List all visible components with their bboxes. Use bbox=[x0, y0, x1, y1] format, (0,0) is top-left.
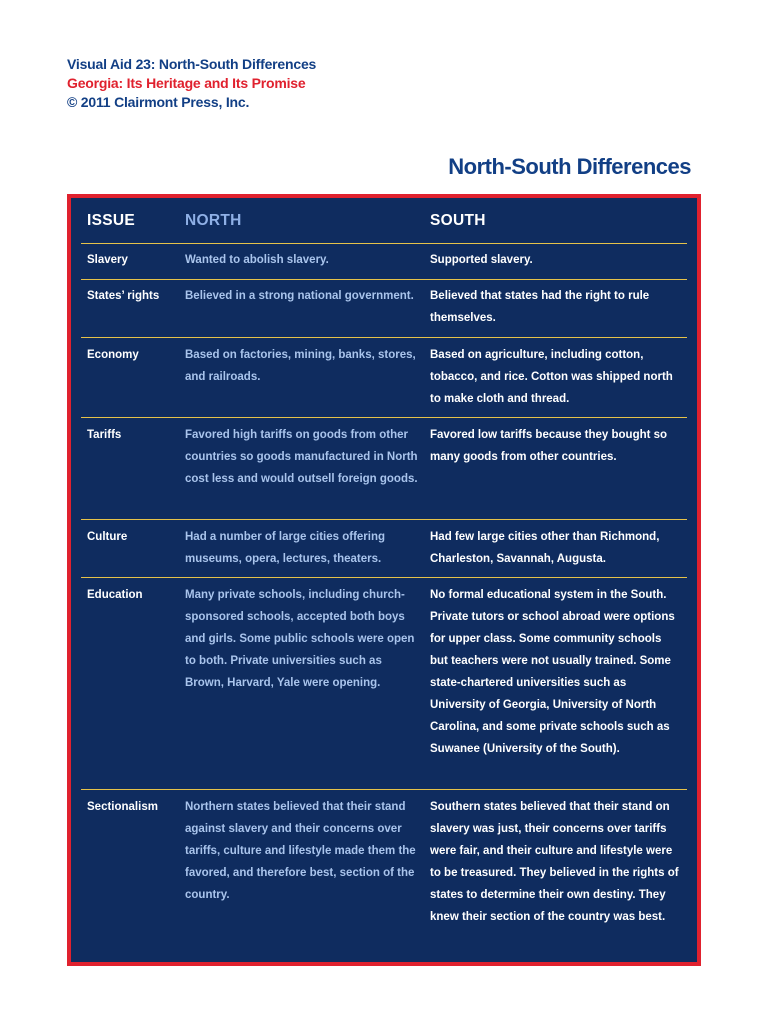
north-cell: Many private schools, including church-sponsored schools, accepted both boys and girls. Some public schools were open to both. Private universities such as Brown, Harvard, Yale were opening. bbox=[185, 589, 415, 689]
north-cell: Wanted to abolish slavery. bbox=[185, 254, 329, 266]
differences-table bbox=[67, 194, 701, 966]
north-cell: Believed in a strong national government. bbox=[185, 290, 414, 302]
column-header-north: NORTH bbox=[185, 212, 242, 229]
issue-cell: Culture bbox=[87, 531, 128, 543]
table-row-sectionalism bbox=[81, 796, 687, 956]
visual-aid-label: Visual Aid 23: North-South Differences bbox=[67, 56, 317, 72]
south-cell: Supported slavery. bbox=[430, 254, 533, 266]
south-cell: Based on agriculture, including cotton, tobacco, and rice. Cotton was shipped north to make cloth and thread. bbox=[430, 349, 673, 405]
issue-cell: Economy bbox=[87, 349, 139, 361]
document-header bbox=[67, 55, 316, 112]
issue-cell: Slavery bbox=[87, 254, 128, 266]
page-title: North-South Differences bbox=[448, 154, 691, 179]
column-header-south: SOUTH bbox=[430, 212, 486, 229]
table-row-culture bbox=[81, 526, 687, 578]
copyright-notice: © 2011 Clairmont Press, Inc. bbox=[67, 94, 250, 110]
south-cell: Believed that states had the right to rule themselves. bbox=[430, 290, 650, 324]
north-cell: Had a number of large cities offering museums, opera, lectures, theaters. bbox=[185, 531, 386, 565]
south-cell: No formal educational system in the South. Private tutors or school abroad were options for upper class. Some community schools but teachers were not usually trained. Some state-chartered universities such as University of Georgia, University of North Carolina, and some private schools such as Suwanee (University of the South). bbox=[430, 589, 675, 755]
column-header-issue: ISSUE bbox=[87, 212, 136, 229]
issue-cell: Education bbox=[87, 589, 143, 601]
north-cell: Favored high tariffs on goods from other countries so goods manufactured in North cost less and would outsell foreign goods. bbox=[185, 429, 418, 485]
south-cell: Favored low tariffs because they bought so many goods from other countries. bbox=[430, 429, 668, 463]
issue-cell: States’ rights bbox=[87, 290, 160, 302]
issue-cell: Sectionalism bbox=[87, 801, 158, 813]
table-row-education bbox=[81, 584, 687, 790]
book-title: Georgia: Its Heritage and Its Promise bbox=[67, 75, 306, 91]
issue-cell: Tariffs bbox=[87, 429, 122, 441]
south-cell: Had few large cities other than Richmond, Charleston, Savannah, Augusta. bbox=[430, 531, 660, 565]
north-cell: Northern states believed that their stand against slavery and their concerns over tariffs, culture and lifestyle made them the favored, and therefore best, section of the country. bbox=[185, 801, 416, 901]
table-row-slavery bbox=[81, 249, 687, 280]
table-row-economy bbox=[81, 344, 687, 418]
north-cell: Based on factories, mining, banks, stores, and railroads. bbox=[185, 349, 416, 383]
table-row-tariffs bbox=[81, 424, 687, 520]
south-cell: Southern states believed that their stand on slavery was just, their concerns over tariffs were fair, and their culture and lifestyle were to be treasured. They believed in the rights of states to determine their own destiny. They knew their section of the country was best. bbox=[430, 801, 679, 923]
table-row-states-rights bbox=[81, 285, 687, 338]
table-header-row bbox=[81, 210, 687, 244]
